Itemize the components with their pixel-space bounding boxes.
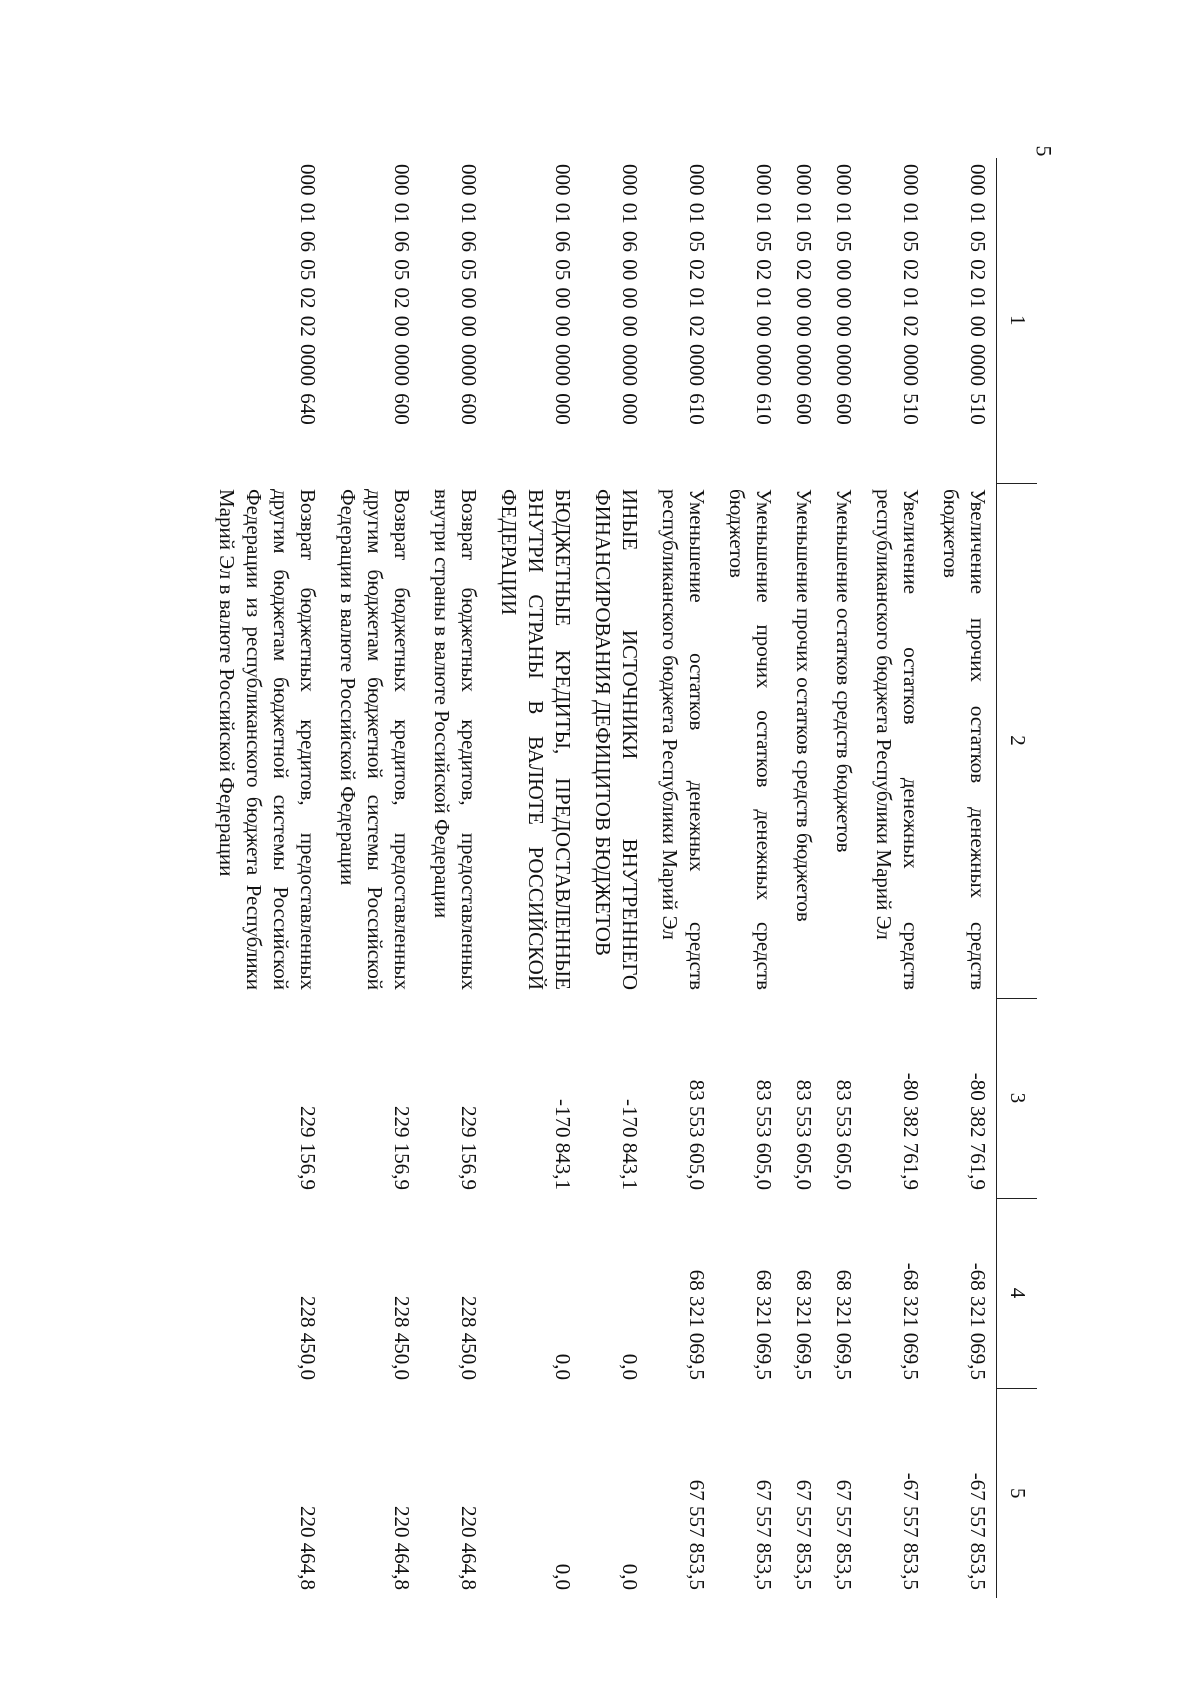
budget-code-cell: 000 01 06 05 00 00 0000 600 bbox=[457, 164, 481, 425]
table-row bbox=[420, 158, 487, 1598]
value-col3-cell: -170 843,1 bbox=[618, 1099, 642, 1190]
item-name-cell: Уменьшение прочих остатков средств бюджетов bbox=[792, 489, 816, 922]
budget-code-cell: 000 01 05 02 01 02 0000 510 bbox=[899, 164, 923, 425]
table-row bbox=[487, 158, 581, 1598]
value-col4-cell: 228 450,0 bbox=[390, 1296, 414, 1380]
table-row bbox=[581, 158, 648, 1598]
header-row bbox=[997, 158, 1038, 1598]
budget-code-cell: 000 01 05 02 01 00 0000 510 bbox=[966, 164, 990, 425]
table-row bbox=[326, 158, 420, 1598]
value-col5-cell: 0,0 bbox=[618, 1563, 642, 1590]
budget-code-cell: 000 01 05 02 01 00 0000 610 bbox=[752, 164, 776, 425]
value-col5-cell: 0,0 bbox=[551, 1563, 575, 1590]
value-col3-cell: 83 553 605,0 bbox=[752, 1079, 776, 1190]
value-col3-cell: -170 843,1 bbox=[551, 1099, 575, 1190]
item-name-cell: Возврат бюджетных кредитов, предоставленных другим бюджетам бюджетной системы Российской Федерации из республиканского бюджета Республики Марий Эл в валюте Российской Федерации bbox=[215, 489, 320, 990]
budget-code-cell: 000 01 06 05 00 00 0000 000 bbox=[551, 164, 575, 425]
item-name-cell: Возврат бюджетных кредитов, предоставленных внутри страны в валюте Российской Федерации bbox=[430, 489, 481, 990]
column-header-3: 3 bbox=[997, 998, 1038, 1198]
value-col3-cell: 229 156,9 bbox=[390, 1106, 414, 1190]
item-name-cell: Увеличение остатков денежных средств республиканского бюджета Республики Марий Эл bbox=[872, 489, 923, 990]
table-row bbox=[929, 158, 997, 1598]
budget-code-cell: 000 01 06 05 02 02 0000 640 bbox=[296, 164, 320, 425]
item-name-cell: Уменьшение прочих остатков денежных средств бюджетов bbox=[725, 489, 776, 990]
item-name-cell: Уменьшение остатков средств бюджетов bbox=[832, 489, 856, 853]
table-header bbox=[997, 158, 1038, 1598]
table-row bbox=[205, 158, 326, 1598]
table-row bbox=[715, 158, 782, 1598]
value-col3-cell: -80 382 761,9 bbox=[966, 1072, 990, 1190]
budget-code-cell: 000 01 05 00 00 00 0000 600 bbox=[832, 164, 856, 425]
value-col4-cell: 0,0 bbox=[618, 1353, 642, 1380]
table-row bbox=[822, 158, 862, 1598]
item-name-cell: Уменьшение остатков денежных средств республиканского бюджета Республики Марий Эл bbox=[658, 489, 709, 990]
column-header-2: 2 bbox=[997, 483, 1038, 998]
value-col4-cell: 68 321 069,5 bbox=[752, 1269, 776, 1380]
value-col3-cell: 83 553 605,0 bbox=[685, 1079, 709, 1190]
value-col5-cell: 220 464,8 bbox=[390, 1506, 414, 1590]
value-col4-cell: -68 321 069,5 bbox=[966, 1262, 990, 1380]
value-col3-cell: 83 553 605,0 bbox=[832, 1079, 856, 1190]
value-col5-cell: 67 557 853,5 bbox=[752, 1479, 776, 1590]
value-col3-cell: -80 382 761,9 bbox=[899, 1072, 923, 1190]
value-col5-cell: 220 464,8 bbox=[296, 1506, 320, 1590]
column-header-5: 5 bbox=[997, 1388, 1038, 1598]
table-body bbox=[205, 158, 997, 1598]
value-col5-cell: 67 557 853,5 bbox=[685, 1479, 709, 1590]
value-col5-cell: -67 557 853,5 bbox=[899, 1472, 923, 1590]
value-col5-cell: 67 557 853,5 bbox=[832, 1479, 856, 1590]
budget-code-cell: 000 01 05 02 01 02 0000 610 bbox=[685, 164, 709, 425]
value-col3-cell: 83 553 605,0 bbox=[792, 1079, 816, 1190]
value-col5-cell: -67 557 853,5 bbox=[966, 1472, 990, 1590]
item-name-cell: БЮДЖЕТНЫЕ КРЕДИТЫ, ПРЕДОСТАВЛЕННЫЕ ВНУТРИ СТРАНЫ В ВАЛЮТЕ РОССИЙСКОЙ ФЕДЕРАЦИИ bbox=[497, 489, 575, 990]
value-col4-cell: 0,0 bbox=[551, 1353, 575, 1380]
budget-code-cell: 000 01 06 00 00 00 0000 000 bbox=[618, 164, 642, 425]
item-name-cell: ИНЫЕ ИСТОЧНИКИ ВНУТРЕННЕГО ФИНАНСИРОВАНИЯ ДЕФИЦИТОВ БЮДЖЕТОВ bbox=[591, 489, 642, 990]
value-col4-cell: -68 321 069,5 bbox=[899, 1262, 923, 1380]
value-col5-cell: 220 464,8 bbox=[457, 1506, 481, 1590]
value-col4-cell: 228 450,0 bbox=[457, 1296, 481, 1380]
table-row bbox=[782, 158, 822, 1598]
value-col4-cell: 68 321 069,5 bbox=[792, 1269, 816, 1380]
column-header-4: 4 bbox=[997, 1198, 1038, 1388]
value-col4-cell: 68 321 069,5 bbox=[832, 1269, 856, 1380]
item-name-cell: Увеличение прочих остатков денежных средств бюджетов bbox=[939, 489, 990, 990]
column-header-1: 1 bbox=[997, 158, 1038, 483]
item-name-cell: Возврат бюджетных кредитов, предоставленных другим бюджетам бюджетной системы Российской Федерации в валюте Российской Федерации bbox=[336, 489, 414, 990]
table-row bbox=[862, 158, 929, 1598]
table-row bbox=[648, 158, 715, 1598]
value-col4-cell: 228 450,0 bbox=[296, 1296, 320, 1380]
budget-sources-table bbox=[205, 158, 1037, 1598]
value-col4-cell: 68 321 069,5 bbox=[685, 1269, 709, 1380]
page-number: 5 bbox=[1031, 145, 1057, 157]
value-col5-cell: 67 557 853,5 bbox=[792, 1479, 816, 1590]
rotated-table-container bbox=[137, 158, 1037, 1598]
value-col3-cell: 229 156,9 bbox=[457, 1106, 481, 1190]
value-col3-cell: 229 156,9 bbox=[296, 1106, 320, 1190]
budget-code-cell: 000 01 05 02 00 00 0000 600 bbox=[792, 164, 816, 425]
budget-code-cell: 000 01 06 05 02 00 0000 600 bbox=[390, 164, 414, 425]
